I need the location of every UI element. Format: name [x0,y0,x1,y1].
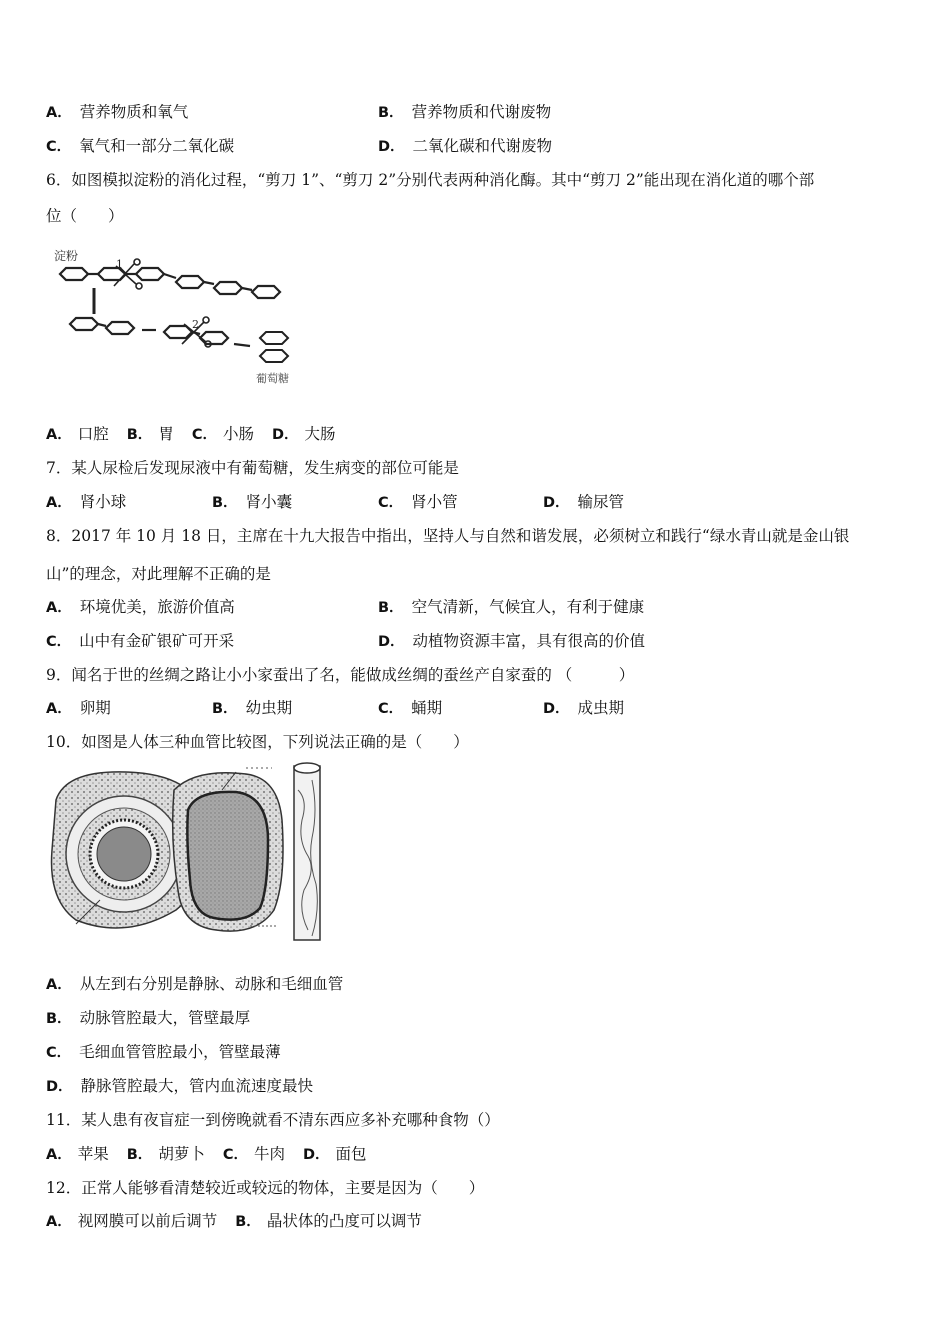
q9-option-b: B． 幼虫期 [212,699,293,717]
q8-stem-line2: 山”的理念，对此理解不正确的是 [46,565,271,583]
q12-options: A． 视网膜可以前后调节 B． 晶状体的凸度可以调节 [46,1212,422,1230]
q6-options: A． 口腔 B． 胃 C． 小肠 D． 大肠 [46,425,336,443]
q7-option-a: A． 肾小球 [46,493,127,511]
q8-option-a: A． 环境优美，旅游价值高 [46,598,235,616]
q11-stem: 11．某人患有夜盲症一到傍晚就看不清东西应多补充哪种食物（） [46,1111,500,1129]
q6-stem-line2: 位（ ） [46,207,124,225]
q8-option-d: D． 动植物资源丰富，具有很高的价值 [378,632,646,650]
q10-option-d: D． 静脉管腔最大，管内血流速度最快 [46,1077,314,1095]
q5-option-d: D． 二氧化碳和代谢废物 [378,137,553,155]
blood-vessels-figure [46,760,328,946]
q10-option-b: B． 动脉管腔最大，管壁最厚 [46,1009,251,1027]
starch-label: 淀粉 [54,249,79,263]
q6-stem-line1: 6．如图模拟淀粉的消化过程，“剪刀 1”、“剪刀 2”分别代表两种消化酶。其中“剪刀 2”能出现在消化道的哪个部 [46,171,815,189]
q5-option-b: B． 营养物质和代谢废物 [378,103,552,121]
q5-option-c: C． 氧气和一部分二氧化碳 [46,137,235,155]
q12-stem: 12．正常人能够看清楚较近或较远的物体，主要是因为（ ） [46,1179,485,1197]
glucose-label: 葡萄糖 [256,372,289,385]
q5-option-a: A． 营养物质和氧气 [46,103,189,121]
q11-options: A． 苹果 B． 胡萝卜 C． 牛肉 D． 面包 [46,1145,367,1163]
q8-stem-line1: 8．2017 年 10 月 18 日，主席在十九大报告中指出，坚持人与自然和谐发展，必须树立和践行“绿水青山就是金山银 [46,527,850,545]
starch-digestion-figure [52,246,302,388]
q8-option-b: B． 空气清新，气候宜人，有利于健康 [378,598,645,616]
glucose-molecules [260,332,288,362]
q8-option-c: C． 山中有金矿银矿可开采 [46,632,235,650]
q10-option-c: C． 毛细血管管腔最小，管壁最薄 [46,1043,281,1061]
q9-option-a: A． 卵期 [46,699,111,717]
q7-option-d: D． 输尿管 [543,493,625,511]
scissor-2-label: 2 [192,318,199,331]
q7-stem: 7．某人尿检后发现尿液中有葡萄糖，发生病变的部位可能是 [46,459,459,477]
scissor-1-label: 1 [116,258,123,271]
q9-stem: 9．闻名于世的丝绸之路让小小家蚕出了名，能做成丝绸的蚕丝产自家蚕的 （ ） [46,666,635,684]
vein-cross-section [173,768,283,931]
q9-option-d: D． 成虫期 [543,699,625,717]
q10-option-a: A． 从左到右分别是静脉、动脉和毛细血管 [46,975,344,993]
q7-option-c: C． 肾小管 [378,493,458,511]
q7-option-b: B． 肾小囊 [212,493,293,511]
maltose-chain [70,318,250,346]
q10-stem: 10．如图是人体三种血管比较图，下列说法正确的是（ ） [46,733,469,751]
q9-option-c: C． 蛹期 [378,699,443,717]
